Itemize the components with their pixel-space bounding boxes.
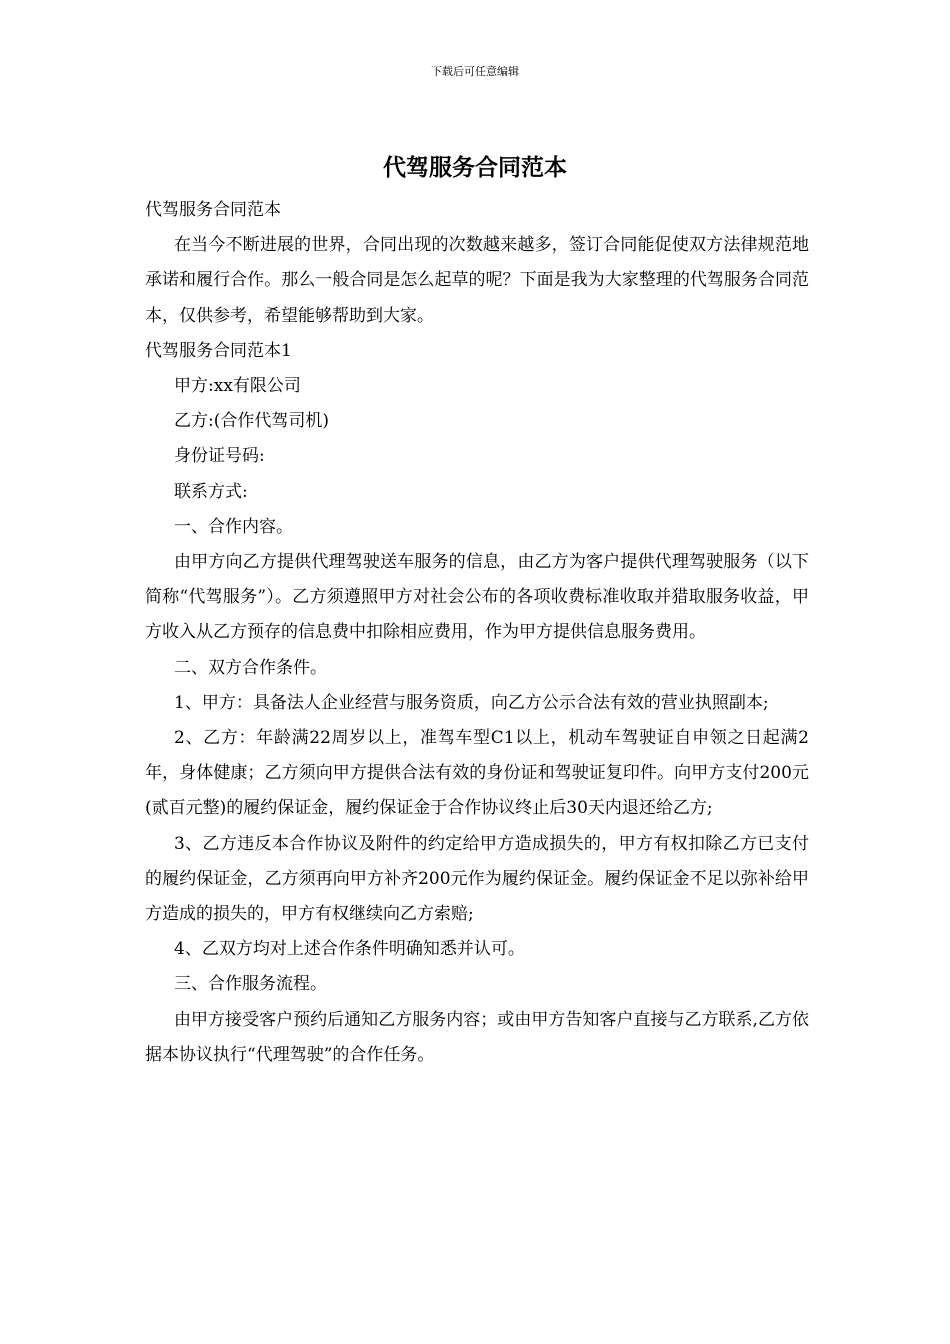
paragraph: 由甲方接受客户预约后通知乙方服务内容；或由甲方告知客户直接与乙方联系,乙方依据本协议执行“代理驾驶”的合作任务。 (145, 1009, 809, 1065)
paragraph: 代驾服务合同范本 (145, 200, 281, 220)
paragraph: 在当今不断进展的世界，合同出现的次数越来越多，签订合同能促使双方法律规范地承诺和履行合作。那么一般合同是怎么起草的呢？下面是我为大家整理的代驾服务合同范本，仅供参考，希望能够帮助到大家。 (145, 235, 809, 326)
paragraph: 代驾服务合同范本1 (145, 340, 292, 361)
paragraph: 甲方:xx有限公司 (174, 376, 301, 397)
document-body (145, 193, 809, 1073)
section-heading: 三、合作服务流程。 (174, 974, 327, 995)
page-header-note: 下载后可任意编辑 (431, 65, 519, 78)
paragraph: 联系方式: (174, 481, 248, 502)
section-heading: 一、合作内容。 (174, 516, 293, 537)
document-title: 代驾服务合同范本 (383, 155, 567, 181)
paragraph: 身份证号码: (174, 446, 265, 467)
paragraph: 2、乙方：年龄满22周岁以上，准驾车型C1以上，机动车驾驶证自申领之日起满2年，身体健康；乙方须向甲方提供合法有效的身份证和驾驶证复印件。向甲方支付200元(贰百元整)的履约保证金，履约保证金于合作协议终止后30天内退还给乙方; (145, 728, 809, 819)
paragraph: 1、甲方：具备法人企业经营与服务资质，向乙方公示合法有效的营业执照副本; (174, 692, 769, 713)
paragraph: 由甲方向乙方提供代理驾驶送车服务的信息，由乙方为客户提供代理驾驶服务（以下简称“代驾服务”）。乙方须遵照甲方对社会公布的各项收费标准收取并猎取服务收益，甲方收入从乙方预存的信息费中扣除相应费用，作为甲方提供信息服务费用。 (145, 552, 809, 643)
paragraph: 4、乙双方均对上述合作条件明确知悉并认可。 (174, 939, 525, 960)
section-heading: 二、双方合作条件。 (174, 657, 327, 678)
paragraph: 乙方:(合作代驾司机) (174, 411, 329, 432)
paragraph: 3、乙方违反本合作协议及附件的约定给甲方造成损失的，甲方有权扣除乙方已支付的履约保证金，乙方须再向甲方补齐200元作为履约保证金。履约保证金不足以弥补给甲方造成的损失的，甲方有权继续向乙方索赔; (145, 833, 809, 925)
